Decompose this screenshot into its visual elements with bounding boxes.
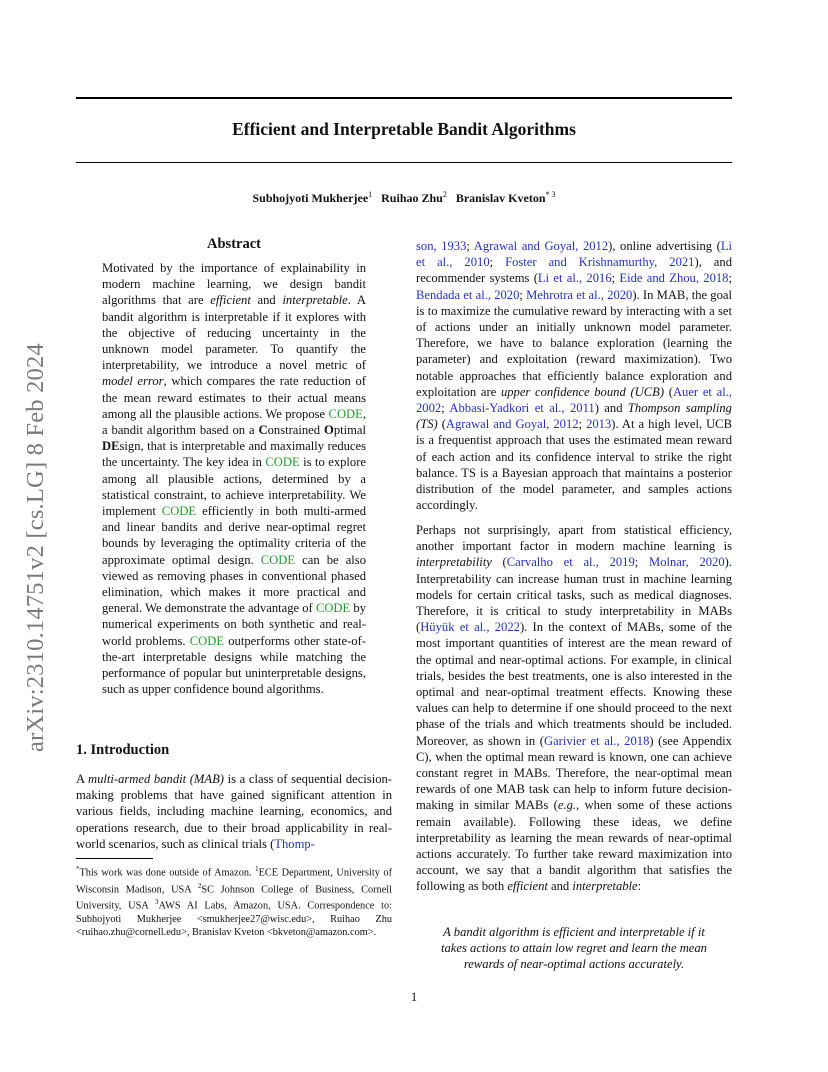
text-run: ( [664,384,673,399]
bold-letter: DE [102,439,120,454]
text-run: ). In MAB, the goal is to maximize the cumulative reward by interacting with a set of actions under an initially unknown model parameter. Therefore, we have to balance exploration (learning the parameter) and exploitation (reward maximization). Two notable approaches that efficiently balance exploration and exploitation are [416,287,732,399]
emphasis-text: model error [102,374,164,389]
algorithm-name: CODE [315,601,351,616]
emphasis-text: multi-armed bandit (MAB) [88,772,225,786]
text-run: ; [441,401,450,416]
text-run: ). In the context of MABs, some of the most important quantities of interest are the mean reward of the optimal and near-optimal actions. For example, in clinical trials, besides the best treatments, one is also interested in the optimal and near-optimal treatment effects. Knowing these values can help to determine if one should proceed to the next phase of the trials and which treatments should be included. Moreover, as shown in ( [416,620,733,748]
title-bottom-rule [76,162,732,163]
text-run: ) and [594,401,628,416]
author-name: Branislav Kveton [455,191,546,205]
text-run: ), online advertising ( [608,239,721,253]
algorithm-name: CODE [260,552,296,567]
text-run: ), and recommender systems ( [416,255,732,286]
text-run: efficiently in both multi-armed and linear bandits and derive near-optimal regret bounds by leveraging the optimality criteria of the approximate optimal design. [102,504,366,567]
text-run: and [250,293,283,308]
bold-letter: O [324,423,334,438]
text-run: is a class of sequential decision-making problems that have gained significant attention in various fields, including machine learning, economics, and operations research, due to their broad applicability in real-world scenarios, such as clinical trials ( [76,772,392,851]
author-name: Ruihao Zhu [381,191,443,205]
footnote-mark: 3 [154,898,159,907]
author-affiliation-mark: 2 [442,190,447,199]
text-run: Motivated by the importance of explainability in modern machine learning, we design bandit algorithms that are [102,261,366,308]
text-run: ). At a high level, UCB is a frequentist approach that uses the estimated mean reward of each action and its confidence interval to strike the right balance. TS is a Bayesian approach that maintains a posterior distribution of the model parameter, and samples actions accordingly. [416,417,732,513]
text-run: ; [728,271,732,286]
text-run: ; [611,271,620,286]
footnote-mark: 2 [197,881,202,890]
text-run: ; [634,555,649,570]
intro-paragraph-right-1 [416,238,732,513]
abstract-heading: Abstract [207,236,261,252]
algorithm-name: CODE [328,406,363,421]
paper-title: Efficient and Interpretable Bandit Algorithms [232,119,576,139]
emphasis-text: e.g., [557,798,580,813]
intro-paragraph-left [76,771,392,852]
text-run: A [76,772,89,786]
emphasis-text: Thompson sampling (TS) [416,401,732,432]
text-run: Perhaps not surprisingly, apart from statistical efficiency, another important factor in modern machine learning is [416,523,732,554]
text-run: is to explore among all plausible actions, determined by a statistical constraint, to achieve interpretability. We implement [102,455,367,519]
footnote-mark: 1 [255,865,259,873]
text-run: AWS AI Labs, Amazon, USA. Correspondence to: Subhojyoti Mukherjee <smukherjee27@wisc.edu>, Ruihao Zhu <ruihao.zhu@cornell.edu>, Branislav Kveton <bkveton@amazon.com>. [76,900,392,939]
citation-link[interactable]: Carvalho et al., 2019 [506,555,635,570]
author-name: Subhojyoti Mukherjee [252,191,369,205]
citation-link[interactable]: Hüyük et al., 2022 [420,620,520,635]
emphasis-text: efficient [210,293,251,308]
text-run: ; [519,287,527,302]
algorithm-name: CODE [265,455,300,470]
text-run: ; [578,417,587,432]
text-run: : [637,879,642,894]
citation-link[interactable]: Mehrotra et al., 2020 [526,287,633,302]
citation-link[interactable]: 2013 [586,417,612,432]
citation-link[interactable]: Thomp- [274,836,315,851]
text-run: , a bandit algorithm based on a [102,406,366,438]
footnote-rule [76,858,153,859]
top-rule-thick [76,97,732,99]
citation-link[interactable]: Agrawal and Goyal, 2012 [445,417,579,432]
citation-link[interactable]: Bendada et al., 2020 [416,287,520,302]
text-run: ; [466,239,474,253]
emphasis-text: efficient [507,879,548,894]
author-affiliation-mark: * 3 [545,190,556,199]
text-run: ECE Department, University of Wisconsin Madison, USA [76,867,392,896]
emphasis-text: interpretable [282,293,348,308]
arxiv-stamp: arXiv:2310.14751v2 [cs.LG] 8 Feb 2024 [22,343,49,752]
author-affiliation-mark: 1 [368,190,373,199]
text-run: outperforms other state-of-the-art interpretable designs while matching the performance of popular but uninterpretable designs, such as upper confidence bound algorithms. [102,633,366,697]
text-run: onstrained [267,423,325,438]
definition-quote: A bandit algorithm is efficient and interpretable if it takes actions to attain low regret and learn the mean rewards of near-optimal actions accurately. [441,925,707,972]
citation-link[interactable]: Agrawal and Goyal, 2012 [473,239,609,253]
algorithm-name: CODE [189,633,225,648]
abstract-body [102,260,366,697]
page-number: 1 [410,990,418,1004]
citation-link[interactable]: Auer et al., 2002 [416,384,732,416]
text-run: by numerical experiments on both synthetic and real-world problems. [102,601,366,648]
text-run: sign, that is interpretable and maximally reduces the uncertainty. The key idea in [102,439,366,470]
text-run: SC Johnson College of Business, Cornell University, USA [76,884,392,912]
algorithm-name: CODE [161,504,197,519]
text-run: and [547,879,573,894]
text-run: ; [489,255,506,270]
text-run: ( [491,555,507,570]
bold-letter: C [258,423,268,438]
text-run: ). Interpretability can increase human trust in machine learning models for certain critical tasks, such as medical diagnoses. Therefore, it is critical to study interpretability in MABs ( [416,555,732,635]
citation-link[interactable]: Li et al., 2016 [537,271,612,286]
emphasis-text: interpretability [416,555,492,570]
text-run: ) (see Appendix C), when the optimal mean reward is known, one can achieve constant regret in MABs. Therefore, the near-optimal mean rewards of one MAB task can help to inform future decision-making in similar MABs ( [416,733,732,813]
text-run: can be also viewed as removing phases in conventional phased elimination, which makes it more practical and general. We demonstrate the advantage of [102,552,366,616]
citation-link[interactable]: Li et al., 2010 [416,239,733,270]
emphasis-text: upper confidence bound (UCB) [500,384,665,399]
text-run: , which compares the rate reduction of the mean reward estimates to their actual means among all the plausible actions. We propose [102,374,366,421]
citation-link[interactable]: son, 1933 [416,239,467,253]
intro-paragraph-right-2 [416,522,732,895]
citation-link[interactable]: Eide and Zhou, 2018 [619,271,729,286]
citation-link[interactable]: Abbasi-Yadkori et al., 2011 [449,401,595,416]
text-run: ptimal [333,423,366,438]
text-run: . A bandit algorithm is interpretable if it explores with the objective of reducing uncertainty in the unknown model parameter. To quantify the interpretability, we introduce a novel metric of [102,293,366,373]
affiliation-footnote [76,863,392,939]
footnote-mark: * [76,865,80,873]
citation-link[interactable]: Foster and Krishnamurthy, 2021 [505,255,695,270]
author-list [76,190,732,206]
citation-link[interactable]: Molnar, 2020 [649,555,725,570]
text-run: when some of these actions remain available). Following these ideas, we define interpretability as learning the mean rewards of near-optimal actions accurately. To further take reward maximization into account, we say that a bandit algorithm that satisfies the following as both [416,798,732,894]
emphasis-text: interpretable [572,879,638,894]
section-heading-introduction: 1. Introduction [76,742,170,758]
citation-link[interactable]: Garivier et al., 2018 [544,733,650,748]
text-run: This work was done outside of Amazon. [79,867,256,879]
text-run: ( [437,417,446,432]
